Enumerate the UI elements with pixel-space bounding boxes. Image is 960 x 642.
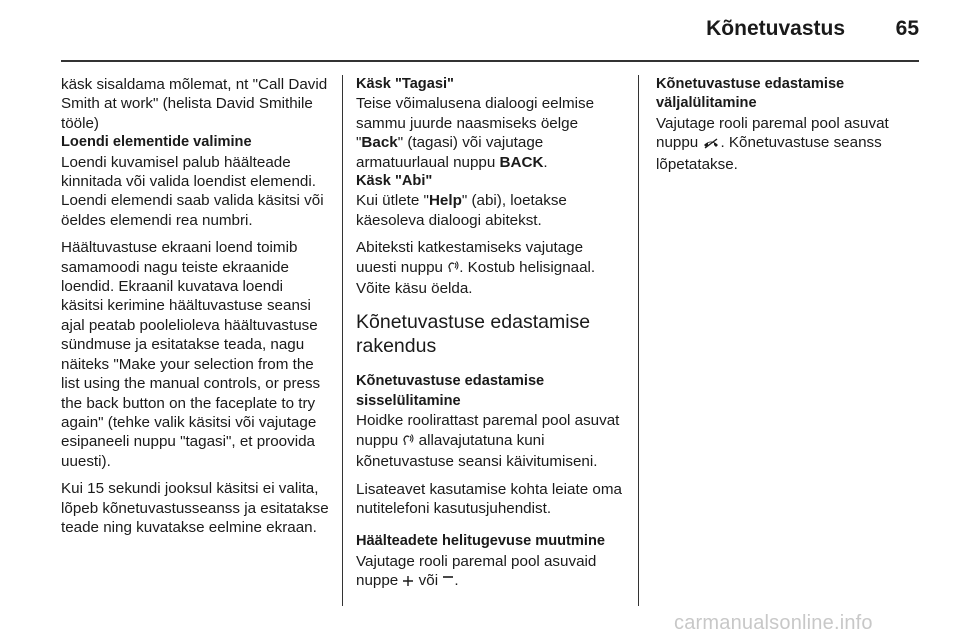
keyword-help: Help bbox=[428, 192, 462, 210]
column-2 bbox=[356, 75, 624, 601]
column-divider-1 bbox=[342, 75, 343, 606]
voice-speech-icon bbox=[447, 260, 459, 279]
section-heading-volume: Häälteadete helitugevuse muutmine bbox=[356, 533, 605, 550]
paragraph: Kui 15 sekundi jooksul käsitsi ei valita, lõpeb kõnetuvastusseanss ja esitatakse teade ning kuvatakse eelmine ekraan. bbox=[61, 480, 329, 536]
header-rule bbox=[61, 60, 919, 62]
section-heading-activation: Kõnetuvastuse edastamise sisselülitamine bbox=[356, 373, 545, 409]
plus-icon bbox=[402, 573, 414, 592]
paragraph: Loendi kuvamisel palub häälteade kinnitada või valida loendist elemendi. Loendi elemendi saab valida käsitsi või öeldes elemendi rea numbri. bbox=[61, 153, 324, 229]
section-title-voice-passthrough: Kõnetuvastuse edastamise rakendus bbox=[356, 311, 591, 358]
column-divider-2 bbox=[638, 75, 639, 606]
paragraph: Häältuvastuse ekraani loend toimib samamoodi nagu teiste ekraanide loendid. Ekraanil kuvatava loendi käsitsi kerimine häältuvastuse seansi ajal peatab poolelioleva häältuvastuse sündmuse ja esitatakse teada, nagu näiteks "Make your selection from the list using the manual controls, or press the back button on the faceplate to try again" (tehke valik käsitsi või vajutage esipaneeli nuppu "tagasi", et proovida uuesti). bbox=[61, 239, 321, 470]
page-header bbox=[0, 0, 960, 60]
section-heading-back-command: Käsk "Tagasi" bbox=[356, 76, 454, 92]
minus-icon bbox=[442, 573, 454, 592]
keyword-back-button: BACK bbox=[499, 153, 544, 171]
watermark: carmanualsonline.info bbox=[674, 612, 873, 634]
section-heading-list-selection: Loendi elementide valimine bbox=[61, 134, 252, 151]
paragraph: Teise võimalusena dialoogi eelmise sammu juurde naasmiseks öelge "Back" (tagasi) või vajutage armatuurlaual nuppu BACK. bbox=[356, 95, 595, 171]
hang-up-icon bbox=[702, 135, 720, 154]
paragraph: Vajutage rooli paremal pool asuvaid nuppe või . bbox=[356, 552, 624, 593]
paragraph: Kui ütlete "Help" (abi), loetakse käesoleva dialoogi abitekst. bbox=[356, 192, 567, 229]
voice-speech-icon bbox=[402, 433, 414, 452]
page-number: 65 bbox=[895, 17, 919, 40]
page-title: Kõnetuvastus bbox=[706, 17, 845, 40]
paragraph: Vajutage rooli paremal pool asuvat nuppu . Kõnetuvastuse seanss lõpetatakse. bbox=[656, 114, 889, 173]
column-1 bbox=[61, 75, 329, 545]
keyword-back: Back bbox=[361, 134, 398, 152]
paragraph: Hoidke roolirattast paremal pool asuvat nuppu allavajutatuna kuni kõnetuvastuse seansi käivitumiseni. bbox=[356, 412, 620, 471]
section-heading-deactivation: Kõnetuvastuse edastamise väljalülitamine bbox=[656, 76, 845, 112]
paragraph: Abiteksti katkestamiseks vajutage uuesti nuppu . Kostub helisignaal. Võite käsu öelda. bbox=[356, 239, 596, 298]
paragraph: Lisateavet kasutamise kohta leiate oma nutitelefoni kasutusjuhendist. bbox=[356, 480, 622, 517]
column-3 bbox=[656, 75, 924, 182]
section-heading-help-command: Käsk "Abi" bbox=[356, 173, 433, 190]
paragraph: käsk sisaldama mõlemat, nt "Call David Smith at work" (helista David Smithile tööle) bbox=[61, 76, 328, 132]
